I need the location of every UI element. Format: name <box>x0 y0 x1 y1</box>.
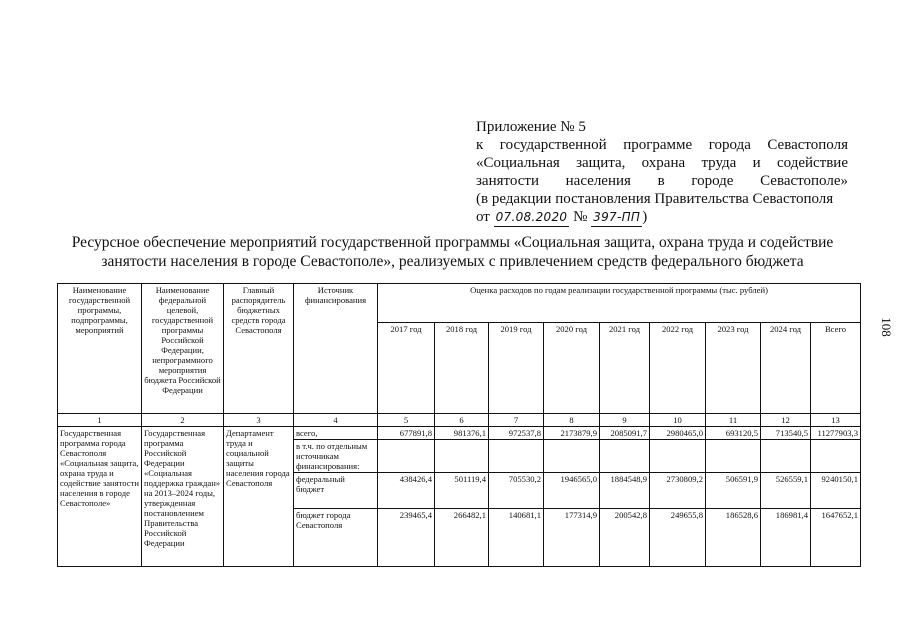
value-cell: 239465,4 <box>378 509 435 567</box>
header-program: Наименование государственной программы, подпрограммы, мероприятий <box>58 284 142 414</box>
value-cell: 1647652,1 <box>811 509 861 567</box>
source-cell: всего, <box>294 427 378 440</box>
col-number: 11 <box>706 414 761 427</box>
appendix-date-line <box>476 208 848 227</box>
header-source: Источник финансирования <box>294 284 378 414</box>
number-label: № <box>573 209 588 225</box>
value-cell: 981376,1 <box>435 427 489 440</box>
value-cell <box>706 440 761 473</box>
manager-cell: Департамент труда и социальной защиты населения города Севастополя <box>224 427 294 567</box>
value-cell <box>650 440 706 473</box>
federal-program-cell: Государственная программа Российской Федерации «Социальная поддержка граждан» на 2013–2024 годы, утвержденная постановлением Правительства Российской Федерации <box>142 427 224 567</box>
col-number: 6 <box>435 414 489 427</box>
value-cell: 2085091,7 <box>600 427 650 440</box>
value-cell: 249655,8 <box>650 509 706 567</box>
year-2017: 2017 год <box>378 323 435 414</box>
header-manager: Главный распорядитель бюджетных средств города Севастополя <box>224 284 294 414</box>
header-federal-program: Наименование федеральной целевой, государственной программы Российской Федерации, непрограммного мероприятия бюджета Российской Федерации <box>142 284 224 414</box>
year-2021: 2021 год <box>600 323 650 414</box>
header-estimate: Оценка расходов по годам реализации государственной программы (тыс. рублей) <box>378 284 861 323</box>
table-row <box>58 427 861 440</box>
col-number: 12 <box>761 414 811 427</box>
value-cell: 200542,8 <box>600 509 650 567</box>
resource-table <box>57 283 861 567</box>
program-name-cell: Государственная программа города Севастополя «Социальная защита, охрана труда и содействие занятости населения в городе Севастополе» <box>58 427 142 567</box>
value-cell <box>378 440 435 473</box>
year-2019: 2019 год <box>489 323 544 414</box>
year-2023: 2023 год <box>706 323 761 414</box>
col-number: 13 <box>811 414 861 427</box>
value-cell <box>811 440 861 473</box>
year-2018: 2018 год <box>435 323 489 414</box>
appendix-title: Приложение № 5 <box>476 119 586 135</box>
value-cell: 526559,1 <box>761 473 811 509</box>
value-cell: 9240150,1 <box>811 473 861 509</box>
value-cell: 677891,8 <box>378 427 435 440</box>
col-number: 10 <box>650 414 706 427</box>
value-cell: 186528,6 <box>706 509 761 567</box>
year-2024: 2024 год <box>761 323 811 414</box>
handwritten-number: 397-ПП <box>591 208 642 227</box>
value-cell: 438426,4 <box>378 473 435 509</box>
value-cell: 972537,8 <box>489 427 544 440</box>
col-number: 4 <box>294 414 378 427</box>
source-cell: в т.ч. по отдельным источникам финансирования: <box>294 440 378 473</box>
value-cell: 2173879,9 <box>544 427 600 440</box>
value-cell: 1946565,0 <box>544 473 600 509</box>
col-number: 5 <box>378 414 435 427</box>
document-title <box>60 233 845 271</box>
value-cell: 140681,1 <box>489 509 544 567</box>
value-cell <box>761 440 811 473</box>
value-cell: 2730809,2 <box>650 473 706 509</box>
col-number: 2 <box>142 414 224 427</box>
handwritten-date: 07.08.2020 <box>494 208 570 227</box>
value-cell: 186981,4 <box>761 509 811 567</box>
column-number-row <box>58 414 861 427</box>
value-cell: 177314,9 <box>544 509 600 567</box>
appendix-line-5: (в редакции постановления Правительства Севастополя <box>476 191 834 207</box>
value-cell: 501119,4 <box>435 473 489 509</box>
title-line-2: занятости населения в городе Севастополе», реализуемых с привлечением средств федерального бюджета <box>101 253 804 270</box>
page-number: 108 <box>878 317 894 337</box>
appendix-line-2: к государственной программе города Севастополя <box>476 137 848 153</box>
appendix-line-3: «Социальная защита, охрана труда и содействие <box>476 155 848 171</box>
col-number: 7 <box>489 414 544 427</box>
from-label: от <box>476 209 490 225</box>
value-cell: 713540,5 <box>761 427 811 440</box>
appendix-block <box>476 118 848 227</box>
appendix-line-4: занятости населения в городе Севастополе» <box>476 173 848 189</box>
value-cell: 693120,5 <box>706 427 761 440</box>
source-cell: федеральный бюджет <box>294 473 378 509</box>
year-2022: 2022 год <box>650 323 706 414</box>
value-cell <box>489 440 544 473</box>
title-line-1: Ресурсное обеспечение мероприятий государственной программы «Социальная защита, охрана труда и содействие <box>71 234 834 251</box>
value-cell: 705530,2 <box>489 473 544 509</box>
col-number: 8 <box>544 414 600 427</box>
value-cell: 1884548,9 <box>600 473 650 509</box>
source-cell: бюджет города Севастополя <box>294 509 378 567</box>
col-number: 3 <box>224 414 294 427</box>
header-row-1 <box>58 284 861 323</box>
value-cell <box>544 440 600 473</box>
value-cell <box>600 440 650 473</box>
year-total: Всего <box>811 323 861 414</box>
value-cell: 266482,1 <box>435 509 489 567</box>
value-cell: 11277903,3 <box>811 427 861 440</box>
closing-paren: ) <box>642 209 648 225</box>
col-number: 9 <box>600 414 650 427</box>
year-2020: 2020 год <box>544 323 600 414</box>
col-number: 1 <box>58 414 142 427</box>
value-cell: 506591,9 <box>706 473 761 509</box>
value-cell <box>435 440 489 473</box>
value-cell: 2980465,0 <box>650 427 706 440</box>
